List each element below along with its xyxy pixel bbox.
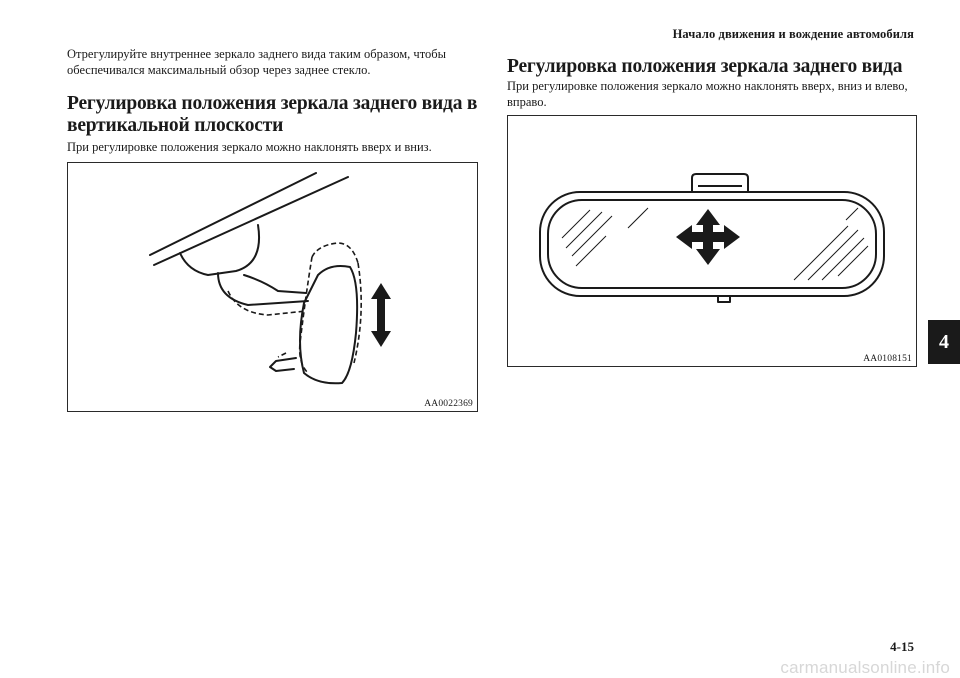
- mirror-four-way-arrow-illustration: [508, 116, 916, 366]
- page-number: 4-15: [890, 639, 914, 654]
- vertical-adjust-text: При регулировке положения зеркало можно наклонять вверх и вниз.: [67, 140, 432, 154]
- vertical-adjust-figure: [67, 162, 478, 412]
- mirror-adjust-text: При регулировке положения зеркало можно наклонять вверх, вниз и влево, вправо.: [507, 79, 908, 109]
- vertical-adjust-heading: Регулировка положения зеркала заднего вида в вертикальной плоскости: [67, 93, 478, 136]
- mirror-adjust-figure: [507, 115, 917, 367]
- mirror-vertical-tilt-illustration: [68, 163, 477, 411]
- watermark: carmanualsonline.info: [780, 658, 950, 677]
- mirror-adjust-heading: Регулировка положения зеркала заднего вида: [507, 56, 903, 77]
- figure-code: AA0022369: [424, 399, 473, 409]
- intro-paragraph: Отрегулируйте внутреннее зеркало заднего вида таким образом, чтобы обеспечивался максимальный обзор через заднее стекло.: [67, 47, 446, 77]
- chapter-tab: 4: [928, 320, 960, 364]
- running-head: Начало движения и вождение автомобиля: [672, 27, 914, 41]
- figure-code: AA0108151: [863, 354, 912, 364]
